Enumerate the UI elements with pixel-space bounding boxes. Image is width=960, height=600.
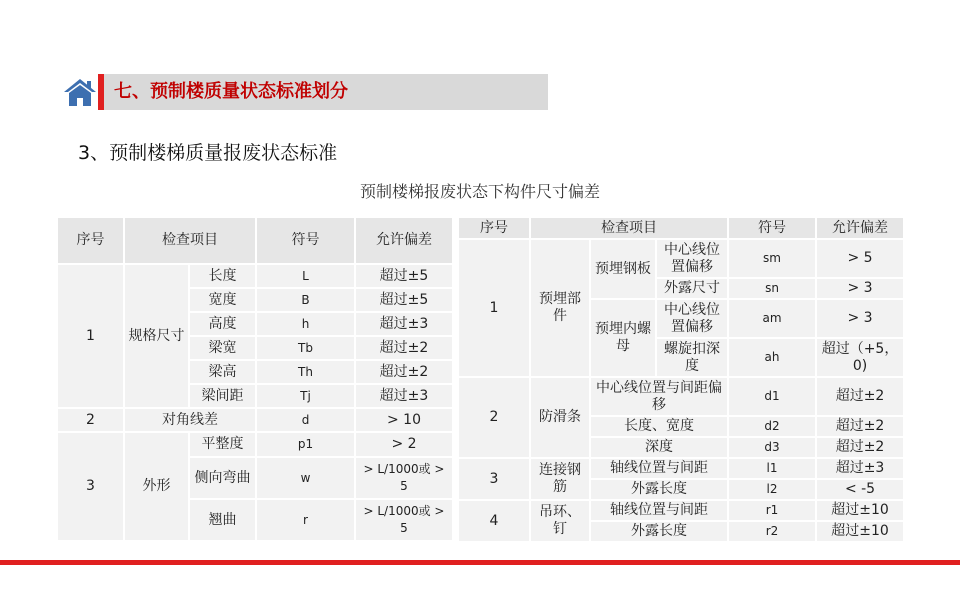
dimension-tolerance-table [56, 216, 454, 542]
table-row [458, 500, 904, 521]
symbol: Tb [256, 336, 355, 360]
table-row [57, 432, 453, 457]
row-no: 3 [458, 458, 530, 500]
tolerance: > 3 [816, 299, 904, 338]
home-icon [60, 74, 100, 110]
item-name: 轴线位置与间距 [590, 458, 728, 479]
item-name: 长度、宽度 [590, 416, 728, 437]
table-row [458, 377, 904, 416]
tolerance: 超过±2 [816, 377, 904, 416]
tolerance: 超过±10 [816, 521, 904, 542]
tolerance: > 5 [816, 239, 904, 278]
header-no: 序号 [458, 217, 530, 239]
row-no: 2 [458, 377, 530, 458]
header-item: 检查项目 [530, 217, 728, 239]
table-row [458, 458, 904, 479]
group-name: 连接钢筋 [530, 458, 590, 500]
tolerance: 超过±2 [816, 437, 904, 458]
subgroup-name: 预埋内螺母 [590, 299, 656, 377]
symbol: r1 [728, 500, 816, 521]
symbol: r [256, 499, 355, 541]
tolerance: 超过±2 [355, 336, 453, 360]
table-row [458, 239, 904, 278]
item-name: 中心线位置与间距偏移 [590, 377, 728, 416]
table-row [57, 264, 453, 288]
table-row [57, 408, 453, 432]
symbol: p1 [256, 432, 355, 457]
tolerance: 超过±5 [355, 264, 453, 288]
subtitle: 3、预制楼梯质量报废状态标准 [78, 142, 338, 164]
symbol: Th [256, 360, 355, 384]
tolerance: > 3 [816, 278, 904, 299]
subgroup-name: 预埋钢板 [590, 239, 656, 299]
table-header-row [458, 217, 904, 239]
tolerance: > 10 [355, 408, 453, 432]
symbol: h [256, 312, 355, 336]
table-caption: 预制楼梯报废状态下构件尺寸偏差 [359, 182, 600, 201]
symbol: d3 [728, 437, 816, 458]
row-no: 1 [57, 264, 124, 408]
header-symbol: 符号 [728, 217, 816, 239]
tolerance: > 2 [355, 432, 453, 457]
item-name: 平整度 [189, 432, 256, 457]
symbol: L [256, 264, 355, 288]
header-symbol: 符号 [256, 217, 355, 264]
item-name: 轴线位置与间距 [590, 500, 728, 521]
symbol: sn [728, 278, 816, 299]
table-header-row [57, 217, 453, 264]
symbol: am [728, 299, 816, 338]
tolerance: 超过±3 [355, 312, 453, 336]
item-name: 外露尺寸 [656, 278, 728, 299]
item-name: 对角线差 [124, 408, 256, 432]
header-no: 序号 [57, 217, 124, 264]
item-name: 翘曲 [189, 499, 256, 541]
tolerance: 超过（+5，0) [816, 338, 904, 377]
embedded-parts-tolerance-table [457, 216, 905, 543]
item-name: 外露长度 [590, 521, 728, 542]
item-name: 外露长度 [590, 479, 728, 500]
group-name: 规格尺寸 [124, 264, 189, 408]
tolerance: > L/1000或 > 5 [355, 499, 453, 541]
tolerance: > L/1000或 > 5 [355, 457, 453, 499]
row-no: 3 [57, 432, 124, 541]
tolerance: 超过±3 [816, 458, 904, 479]
header-tolerance: 允许偏差 [816, 217, 904, 239]
symbol: sm [728, 239, 816, 278]
tolerance: < -5 [816, 479, 904, 500]
item-name: 长度 [189, 264, 256, 288]
tolerance: 超过±5 [355, 288, 453, 312]
item-name: 梁高 [189, 360, 256, 384]
item-name: 中心线位置偏移 [656, 239, 728, 278]
item-name: 侧向弯曲 [189, 457, 256, 499]
group-name: 外形 [124, 432, 189, 541]
symbol: l2 [728, 479, 816, 500]
group-name: 吊环、钉 [530, 500, 590, 542]
item-name: 梁间距 [189, 384, 256, 408]
tolerance: 超过±10 [816, 500, 904, 521]
tolerance: 超过±2 [816, 416, 904, 437]
item-name: 深度 [590, 437, 728, 458]
row-no: 2 [57, 408, 124, 432]
row-no: 4 [458, 500, 530, 542]
footer-red-line [0, 560, 960, 565]
tolerance: 超过±2 [355, 360, 453, 384]
symbol: l1 [728, 458, 816, 479]
item-name: 高度 [189, 312, 256, 336]
symbol: Tj [256, 384, 355, 408]
header-tolerance: 允许偏差 [355, 217, 453, 264]
symbol: r2 [728, 521, 816, 542]
symbol: B [256, 288, 355, 312]
symbol: d2 [728, 416, 816, 437]
symbol: ah [728, 338, 816, 377]
group-name: 预埋部件 [530, 239, 590, 377]
symbol: d [256, 408, 355, 432]
symbol: w [256, 457, 355, 499]
tolerance: 超过±3 [355, 384, 453, 408]
header-item: 检查项目 [124, 217, 256, 264]
row-no: 1 [458, 239, 530, 377]
item-name: 宽度 [189, 288, 256, 312]
item-name: 梁宽 [189, 336, 256, 360]
symbol: d1 [728, 377, 816, 416]
item-name: 中心线位置偏移 [656, 299, 728, 338]
group-name: 防滑条 [530, 377, 590, 458]
section-title: 七、预制楼质量状态标准划分 [114, 81, 348, 102]
item-name: 螺旋扣深度 [656, 338, 728, 377]
